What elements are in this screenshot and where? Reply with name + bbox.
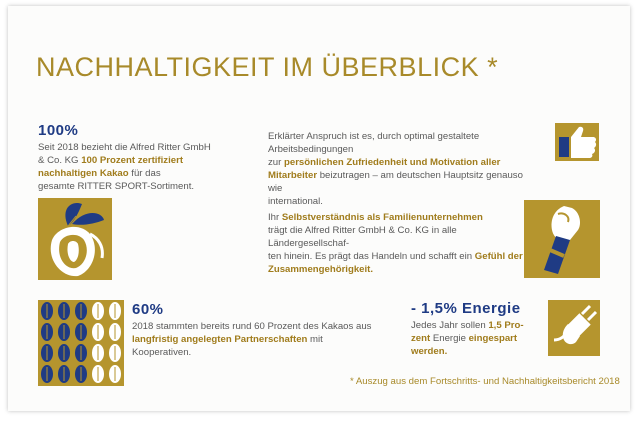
- cocoa-pod-icon: [38, 198, 112, 280]
- block3-text: Ihr Selbstverständnis als Familienunternehmen trägt die Alfred Ritter GmbH & Co. KG in alle Ländergesellschaf- ten hinein. Es prägt das Handeln und schafft ein Gefühl der Zusammengehörigkeit.: [268, 212, 523, 275]
- block5-text: Jedes Jahr sollen 1,5 Pro- zent Energie eingespart werden.: [411, 320, 524, 357]
- stat-100-percent: 100%: [38, 122, 79, 139]
- cocoa-beans-pattern-icon: [38, 300, 124, 386]
- stat-energy: - 1,5% Energie: [411, 300, 521, 317]
- block4-text: 2018 stammten bereits rund 60 Prozent des Kakaos aus langfristig angelegten Partnerschaften mit Kooperativen.: [132, 321, 372, 358]
- stat-60-percent: 60%: [132, 301, 164, 318]
- block1-text: Seit 2018 bezieht die Alfred Ritter GmbH & Co. KG 100 Prozent zertifiziert nachhaltigen Kakao für das gesamte RITTER SPORT-Sortiment.: [38, 142, 211, 192]
- raised-fist-icon: [524, 200, 600, 278]
- power-plug-icon: [548, 300, 600, 356]
- footnote: * Auszug aus dem Fortschritts- und Nachhaltigkeitsbericht 2018: [350, 376, 620, 387]
- page-title: NACHHALTIGKEIT IM ÜBERBLICK *: [36, 52, 499, 82]
- thumbs-up-icon: [555, 123, 599, 161]
- block2-text: Erklärter Anspruch ist es, durch optimal gestaltete Arbeitsbedingungen zur persönlichen Zufriedenheit und Motivation aller Mitarbeiter beizutragen – am deutschen Hauptsitz genauso wie international.: [268, 131, 523, 207]
